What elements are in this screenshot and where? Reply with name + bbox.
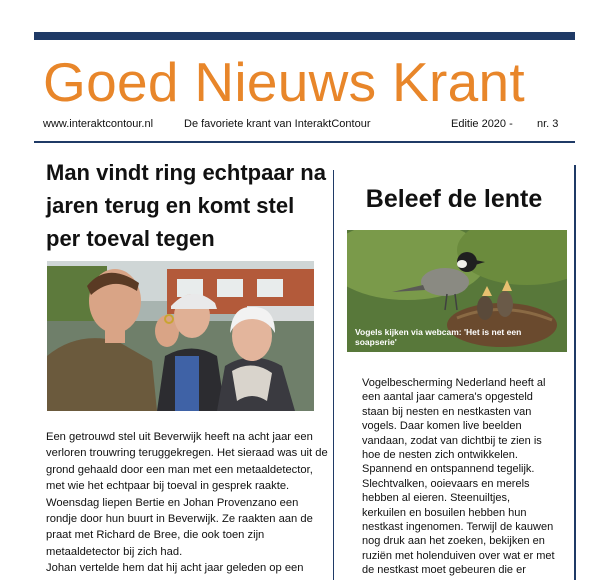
tagline: De favoriete krant van InteraktContour [184, 118, 371, 130]
masthead-divider [34, 141, 575, 143]
newspaper-title: Goed Nieuws Krant [43, 51, 525, 113]
main-article-paragraph: Johan vertelde hem dat hij acht jaar geleden op een [46, 562, 304, 575]
issue-number: nr. 3 [537, 118, 559, 130]
website-link[interactable]: www.interaktcontour.nl [43, 118, 154, 130]
side-article-headline: Beleef de lente [365, 185, 543, 213]
side-article-body [362, 376, 557, 578]
column-divider [333, 170, 334, 580]
masthead-top-bar [34, 32, 575, 40]
photo-caption: Vogels kijken via webcam: 'Het is net een soapserie' [355, 327, 522, 347]
masthead-info-bar [43, 118, 563, 132]
edition-label: Editie 2020 - [451, 118, 513, 130]
side-article-photo [347, 230, 567, 352]
side-article-paragraph: Vogelbescherming Nederland heeft al een aantal jaar camera's opgesteld staan bij nesten en nestkasten van vogels. Daar komen live beelden vandaan, zodat van dichtbij te zien is hoe de nesten zich ontwikkelen. Spannend en ontspannend tegelijk. Slechtvalken, ooievaars en merels hebben al eieren. Steenuiltjes, kerkuilen en bosuilen hebben hun nestkast ingenomen. Terwijl de kauwen nog druk aan het zoeken, bekijken en ruziën met holenduiven over wat er met de nestkast moet gebeuren die er [362, 377, 555, 577]
main-article-body [46, 429, 331, 577]
main-article-headline: Man vindt ring echtpaar na jaren terug en komt stel per toeval tegen [46, 160, 326, 251]
main-article-paragraph: Een getrouwd stel uit Beverwijk heeft na acht jaar een verloren trouwring teruggekregen. Het sieraad was uit de grond gehaald door een man met een metaaldetector, met wie het echtpaar bij toeval in gesprek raakte. [46, 431, 328, 493]
page-right-border [574, 165, 576, 580]
main-article-photo [47, 261, 314, 411]
main-article-paragraph: Woensdag liepen Bertie en Johan Provenzano een rondje door hun buurt in Beverwijk. Ze raakten aan de praat met Richard de Bree, die ook toen zijn metaaldetector bij zich had. [46, 496, 313, 558]
